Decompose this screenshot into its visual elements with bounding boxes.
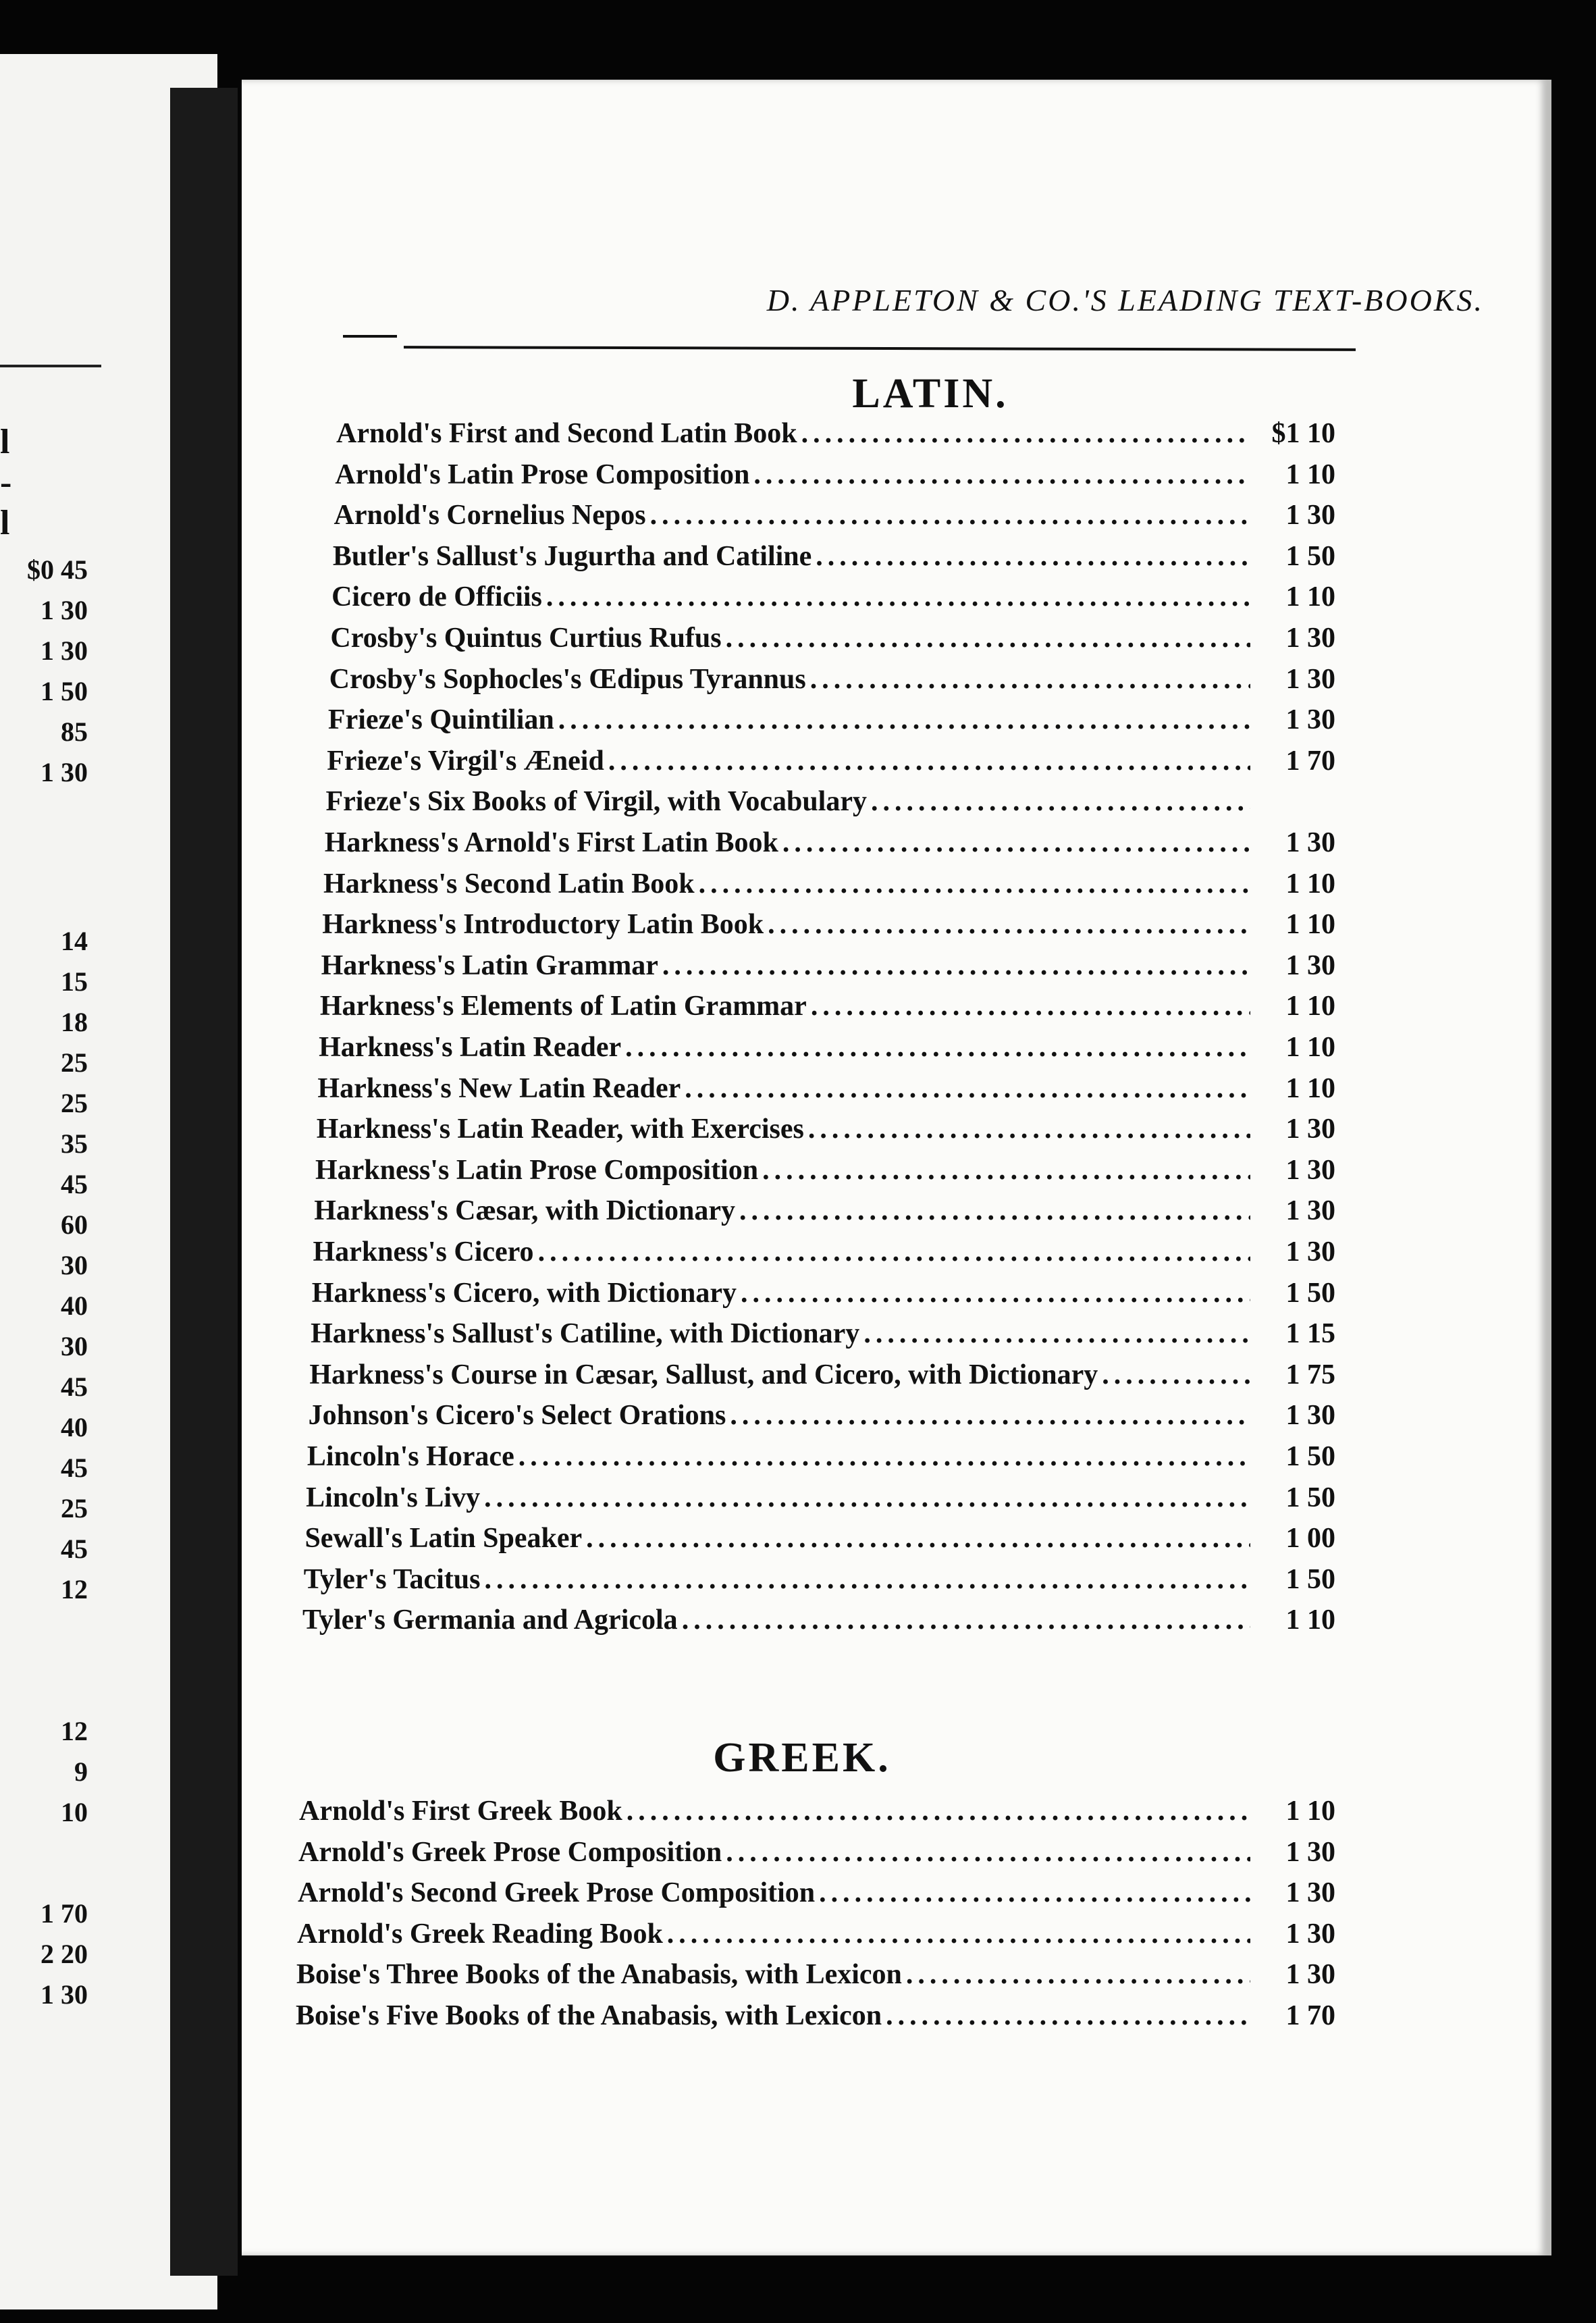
leader-dots (608, 745, 1250, 777)
facing-page-price: 9 (74, 1756, 88, 1787)
latin-book-entry (331, 581, 1335, 621)
facing-page-price: $0 45 (27, 554, 88, 585)
leader-dots (811, 990, 1250, 1022)
facing-page-price: 12 (61, 1716, 88, 1746)
facing-page-price: 60 (61, 1209, 88, 1240)
facing-page-price: 1 30 (41, 757, 88, 787)
leader-dots (558, 704, 1250, 736)
facing-page-price: 15 (61, 966, 88, 997)
book-title: Arnold's Greek Prose Composition (298, 1836, 722, 1868)
book-price: 1 30 (1285, 1959, 1335, 1991)
book-title: Lincoln's Livy (306, 1482, 481, 1513)
latin-book-entry (325, 827, 1335, 867)
facing-page-price: 45 (61, 1534, 88, 1564)
latin-book-entry (307, 1440, 1335, 1481)
header-rule-short (343, 335, 397, 338)
facing-page-price: 45 (61, 1372, 88, 1402)
facing-page-mark: - (0, 463, 12, 502)
latin-book-entry (304, 1522, 1335, 1563)
latin-book-entry (323, 868, 1335, 908)
latin-book-entry (328, 704, 1335, 744)
facing-page-price: 18 (61, 1007, 88, 1037)
leader-dots (627, 1795, 1250, 1827)
leader-dots (685, 1072, 1250, 1105)
latin-book-entry (314, 1195, 1335, 1235)
latin-book-entry (317, 1113, 1335, 1153)
latin-book-entry (320, 990, 1335, 1030)
latin-book-entry (311, 1317, 1335, 1358)
facing-page-price: 14 (61, 926, 88, 956)
leader-dots (753, 459, 1250, 491)
latin-book-entry (336, 417, 1335, 458)
leader-dots (808, 1113, 1250, 1145)
leader-dots (816, 540, 1250, 573)
book-title: Arnold's Second Greek Prose Composition (298, 1877, 816, 1909)
book-title: Harkness's Second Latin Book (323, 868, 695, 899)
leader-dots (682, 1604, 1250, 1636)
leader-dots (625, 1031, 1250, 1064)
leader-dots (484, 1482, 1250, 1514)
book-title: Butler's Sallust's Jugurtha and Catiline (332, 540, 812, 572)
latin-book-entry (306, 1482, 1335, 1522)
facing-page-price: 2 20 (41, 1939, 88, 1969)
leader-dots (739, 1195, 1250, 1227)
greek-book-entry (296, 2000, 1335, 2040)
book-title: Harkness's Course in Cæsar, Sallust, and Cicero, with Dictionary (309, 1359, 1098, 1390)
book-price: 1 50 (1285, 540, 1335, 572)
leader-dots (484, 1563, 1250, 1596)
book-title: Harkness's Latin Prose Composition (315, 1154, 759, 1186)
book-title: Boise's Three Books of the Anabasis, with Lexicon (296, 1959, 902, 1991)
leader-dots (538, 1236, 1250, 1268)
leader-dots (662, 949, 1250, 982)
facing-page-price: 30 (61, 1331, 88, 1361)
book-price: 1 10 (1285, 1604, 1335, 1636)
latin-book-entry (313, 1236, 1335, 1276)
book-title: Cicero de Officiis (331, 581, 542, 613)
book-price: 1 30 (1285, 663, 1335, 695)
book-price: 1 10 (1285, 1032, 1335, 1063)
latin-book-entry (319, 1031, 1335, 1072)
leader-dots (762, 1154, 1250, 1186)
leader-dots (667, 1918, 1250, 1950)
book-title: Frieze's Six Books of Virgil, with Vocabulary (325, 786, 867, 818)
book-title: Boise's Five Books of the Anabasis, with Lexicon (296, 2000, 882, 2031)
book-price: 1 15 (1285, 1318, 1335, 1350)
latin-book-entry (335, 459, 1335, 499)
book-title: Harkness's New Latin Reader (317, 1072, 681, 1104)
book-title: Johnson's Cicero's Select Orations (308, 1400, 726, 1432)
leader-dots (863, 1317, 1250, 1350)
book-price: 1 30 (1285, 949, 1335, 981)
book-price: 1 10 (1285, 868, 1335, 899)
facing-page-mark: l (0, 504, 10, 542)
book-title: Lincoln's Horace (307, 1441, 514, 1472)
book-title: Arnold's Cornelius Nepos (334, 500, 646, 531)
book-title: Harkness's Latin Reader (319, 1032, 622, 1063)
book-title: Harkness's Elements of Latin Grammar (319, 991, 807, 1022)
book-price: 1 30 (1285, 1195, 1335, 1227)
facing-page-price: 40 (61, 1290, 88, 1321)
latin-book-entry (309, 1399, 1335, 1440)
book-price: 1 30 (1285, 1114, 1335, 1145)
book-title: Frieze's Virgil's Æneid (327, 745, 604, 777)
latin-book-entry (317, 1072, 1335, 1113)
facing-page-price: 45 (61, 1453, 88, 1483)
book-title: Arnold's First Greek Book (299, 1796, 622, 1827)
latin-heading: LATIN. (852, 371, 1009, 417)
book-price: 1 30 (1285, 827, 1335, 858)
latin-book-entry (304, 1563, 1335, 1604)
latin-book-entry (315, 1154, 1335, 1195)
book-price: 1 70 (1285, 745, 1335, 777)
book-title: Harkness's Latin Grammar (321, 949, 658, 981)
leader-dots (801, 417, 1250, 450)
book-price: 1 30 (1285, 1154, 1335, 1186)
facing-page-price: 1 30 (41, 1979, 88, 2010)
facing-page-price: 1 70 (41, 1898, 88, 1929)
latin-book-entry (334, 499, 1335, 540)
leader-dots (518, 1440, 1250, 1473)
book-price: 1 10 (1285, 1072, 1335, 1104)
leader-dots (699, 868, 1250, 900)
book-title: Arnold's First and Second Latin Book (336, 418, 797, 449)
facing-page-price: 30 (61, 1250, 88, 1280)
leader-dots (768, 908, 1250, 941)
latin-book-entry (309, 1359, 1335, 1399)
latin-book-entry (329, 663, 1335, 704)
leader-dots (886, 2000, 1250, 2032)
book-price: $1 10 (1271, 418, 1335, 449)
book-title: Arnold's Greek Reading Book (297, 1918, 663, 1950)
book-title: Arnold's Latin Prose Composition (335, 459, 750, 490)
facing-page-price: 40 (61, 1412, 88, 1442)
book-title: Harkness's Cicero (313, 1236, 534, 1268)
book-title: Crosby's Sophocles's Œdipus Tyrannus (329, 663, 806, 695)
greek-book-entry (296, 1958, 1335, 1999)
book-title: Tyler's Germania and Agricola (302, 1604, 678, 1636)
book-price: 1 30 (1285, 1400, 1335, 1432)
leader-dots (782, 827, 1250, 859)
leader-dots (726, 622, 1250, 654)
book-price: 1 30 (1285, 623, 1335, 654)
facing-page-price: 12 (61, 1574, 88, 1604)
latin-book-entry (327, 745, 1335, 785)
facing-page-price: 25 (61, 1088, 88, 1118)
leader-dots (730, 1399, 1250, 1432)
leader-dots (586, 1522, 1250, 1555)
latin-book-entry (312, 1277, 1335, 1317)
latin-book-entry (321, 949, 1335, 990)
facing-page-marks (0, 422, 16, 544)
book-price: 1 30 (1285, 1236, 1335, 1268)
greek-book-entry (298, 1877, 1335, 1917)
book-price: 1 30 (1285, 1836, 1335, 1868)
running-header: D. APPLETON & CO.'S LEADING TEXT-BOOKS. (766, 283, 1484, 317)
leader-dots (726, 1836, 1250, 1869)
book-price: 1 30 (1285, 1918, 1335, 1950)
facing-page-price: 1 30 (41, 595, 88, 625)
book-title: Tyler's Tacitus (303, 1563, 481, 1595)
facing-page-price: 45 (61, 1169, 88, 1199)
book-title: Frieze's Quintilian (327, 704, 554, 736)
book-title: Harkness's Introductory Latin Book (322, 909, 764, 941)
greek-book-entry (297, 1918, 1335, 1958)
book-price: 1 50 (1285, 1482, 1335, 1513)
book-title: Crosby's Quintus Curtius Rufus (330, 623, 722, 654)
latin-book-entry (322, 908, 1335, 949)
facing-page-price: 25 (61, 1493, 88, 1523)
book-price: 1 10 (1285, 909, 1335, 941)
catalog-page (242, 80, 1551, 2255)
book-price: 1 50 (1285, 1441, 1335, 1472)
facing-page-mark: l (0, 423, 10, 461)
book-price: 1 30 (1285, 1877, 1335, 1909)
leader-dots (819, 1877, 1250, 1909)
book-price: 1 30 (1285, 500, 1335, 531)
book-title: Harkness's Arnold's First Latin Book (324, 827, 778, 858)
facing-page-price: 1 50 (41, 676, 88, 706)
facing-page-price: 25 (61, 1047, 88, 1078)
book-title: Harkness's Latin Reader, with Exercises (316, 1114, 804, 1145)
leader-dots (871, 785, 1250, 818)
book-spine (170, 88, 238, 2276)
leader-dots (650, 499, 1250, 531)
book-title: Sewall's Latin Speaker (304, 1523, 583, 1555)
book-title: Harkness's Cicero, with Dictionary (311, 1277, 737, 1309)
book-price: 1 75 (1285, 1359, 1335, 1390)
header-rule-long (404, 346, 1356, 351)
book-price: 1 30 (1285, 704, 1335, 736)
latin-book-entry (325, 785, 1335, 826)
book-price: 1 50 (1285, 1277, 1335, 1309)
book-price: 1 10 (1285, 991, 1335, 1022)
greek-book-entry (299, 1795, 1335, 1835)
latin-book-entry (330, 622, 1335, 662)
book-price: 1 10 (1285, 1796, 1335, 1827)
book-title: Harkness's Cæsar, with Dictionary (314, 1195, 736, 1227)
leader-dots (1102, 1359, 1250, 1391)
book-price: 1 10 (1285, 581, 1335, 613)
facing-page-price: 1 30 (41, 635, 88, 666)
greek-heading: GREEK. (713, 1735, 891, 1781)
leader-dots (906, 1958, 1250, 1991)
book-price: 1 50 (1285, 1563, 1335, 1595)
book-price: 1 00 (1285, 1523, 1335, 1555)
facing-page-price: 85 (61, 716, 88, 747)
greek-book-entry (298, 1836, 1335, 1877)
book-price: 1 10 (1285, 459, 1335, 490)
book-price: 1 70 (1285, 2000, 1335, 2031)
facing-page-price: 10 (61, 1797, 88, 1827)
leader-dots (810, 663, 1250, 696)
latin-book-entry (333, 540, 1335, 581)
latin-book-entry (302, 1604, 1335, 1644)
book-title: Harkness's Sallust's Catiline, with Dictionary (311, 1318, 860, 1350)
leader-dots (741, 1277, 1250, 1309)
leader-dots (546, 581, 1250, 613)
facing-page-price: 35 (61, 1128, 88, 1159)
facing-page-rule (0, 365, 101, 367)
